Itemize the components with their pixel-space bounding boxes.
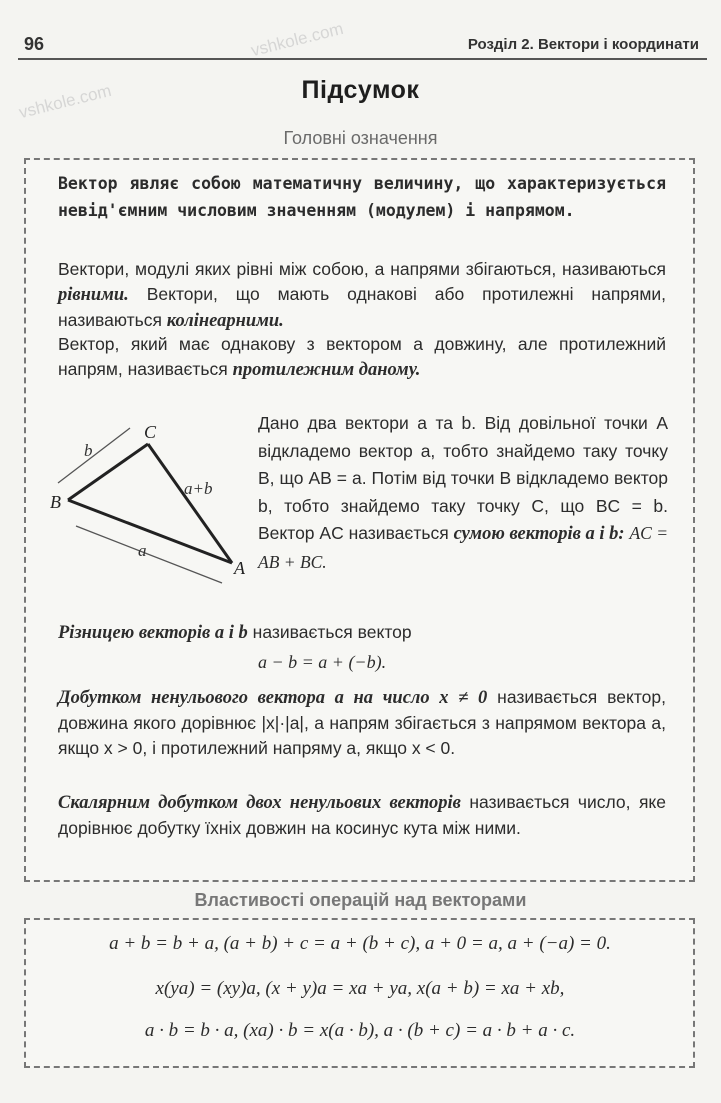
properties-heading: Властивості операцій над векторами — [194, 890, 527, 910]
vector-b-label: b — [84, 441, 93, 460]
header-rule — [18, 58, 707, 60]
difference-definition — [58, 620, 666, 646]
properties-row-addition: a + b = b + a, (a + b) + c = a + (b + c), a + 0 = a, a + (−a) = 0. — [109, 933, 611, 954]
product-term: Добутком ненульового вектора a на число x ≠ 0 — [58, 688, 488, 708]
scalar-text: називається число, яке дорівнює добутку їхніх довжин на косинус кута між ними. — [58, 792, 667, 838]
opposite-term: протилежним даному. — [232, 360, 421, 380]
sum-term: сумою векторів a і b: — [453, 524, 625, 544]
product-text: називається вектор, довжина якого дорівнює |x|·|a|, а напрям збігається з напрямом вектора a, якщо x > 0, і протилежний напряму a, якщо x < 0. — [58, 687, 666, 758]
vector-ab-line — [68, 500, 232, 563]
properties-row-scalar: x(ya) = (xy)a, (x + y)a = xa + ya, x(a + b) = xa + xb, — [155, 978, 565, 999]
collinear-term: колінеарними. — [166, 311, 284, 331]
difference-text: називається вектор — [247, 622, 412, 642]
point-a-label: A — [234, 558, 245, 578]
equal-text-a: Вектори, модулі яких рівні між собою, а напрями збігаються, називаються — [58, 259, 666, 279]
point-c-label: C — [144, 422, 157, 442]
equal-collinear-definition — [58, 257, 666, 334]
dot-product-definition — [58, 790, 666, 841]
definitions-heading: Головні означення — [283, 128, 438, 148]
watermark-mid: vshkole.com — [16, 80, 114, 123]
running-head: Розділ 2. Вектори і координати — [467, 36, 699, 53]
difference-term: Різницею векторів a і b — [58, 623, 248, 643]
scalar-multiple-definition — [58, 685, 666, 761]
sum-formula: AC = AB + BC. — [258, 523, 669, 572]
vector-definition: Вектор являє собою математичну величину, що характеризується невід'ємним числовим значенням (модулем) і напрямом. — [58, 174, 666, 220]
vector-sum-diagram — [46, 408, 250, 588]
opposite-text: Вектор, який має однакову з вектором a довжину, але протилежний напрям, називається — [58, 334, 666, 379]
equal-term: рівними. — [58, 285, 129, 305]
properties-row-dot: a · b = b · a, (xa) · b = x(a · b), a · (b + c) = a · b + a · c. — [144, 1020, 576, 1041]
vector-sum-definition — [258, 410, 668, 576]
vector-a-label: a — [138, 541, 147, 560]
scalar-term: Скалярним добутком двох ненульових векторів — [58, 793, 461, 813]
offset-b-line — [58, 428, 130, 483]
point-b-label: B — [50, 492, 61, 512]
difference-formula: a − b = a + (−b). — [258, 652, 387, 672]
vector-bc-line — [68, 444, 148, 500]
vector-ca-line — [148, 444, 232, 563]
vector-sum-label: a+b — [184, 479, 213, 498]
opposite-definition — [58, 332, 666, 383]
sum-text: Дано два вектори a та b. Від довільної точки A відкладемо вектор a, тобто знайдемо таку точку B, що AB = a. Потім від точки B відкладемо вектор b, тобто знайдемо таку точку C, що BC = b. Вектор AC називається — [258, 413, 668, 543]
offset-a-line — [76, 526, 222, 583]
page-title: Підсумок — [301, 76, 420, 104]
watermark-top: vshkole.com — [248, 18, 346, 61]
page-number: 96 — [24, 34, 45, 54]
equal-text-b: Вектори, що мають однакові або протилежні напрями, називаються — [58, 284, 666, 330]
